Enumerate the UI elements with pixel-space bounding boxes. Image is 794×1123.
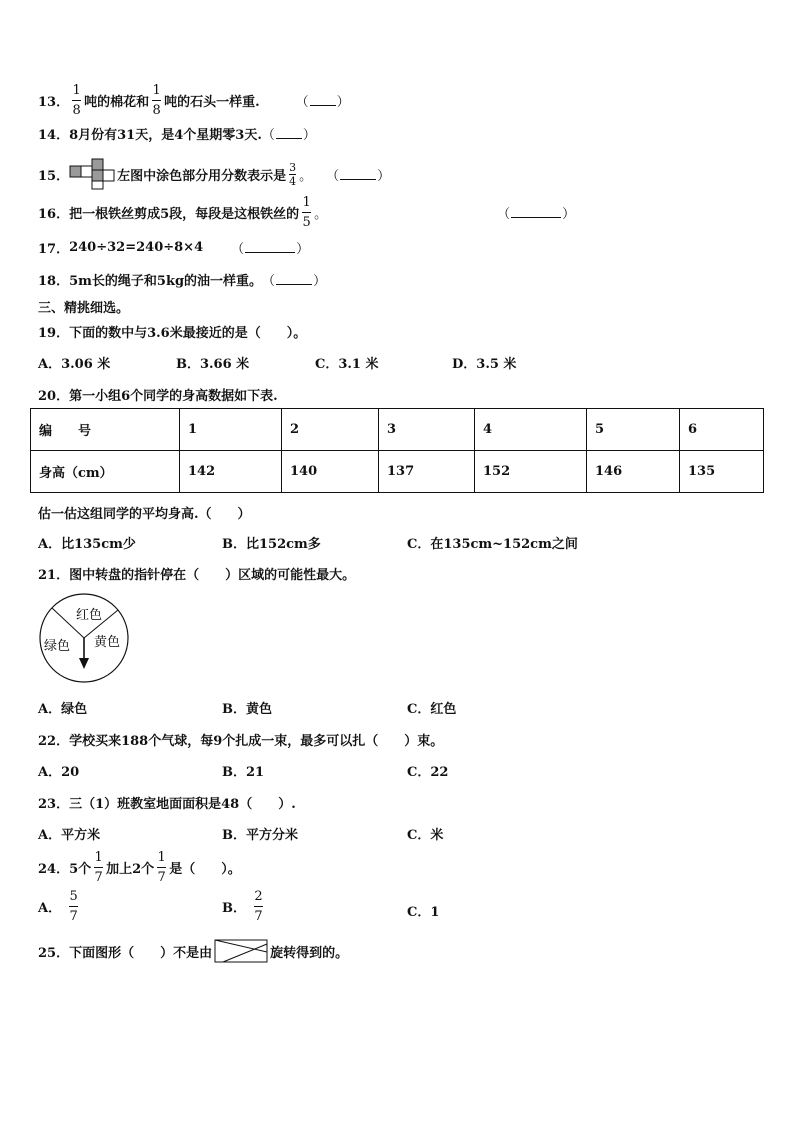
table-cell: 编 号 — [31, 409, 180, 451]
table-cell: 140 — [282, 451, 379, 493]
question-number: 21． — [38, 568, 70, 583]
question-number: 20． — [38, 389, 70, 404]
sector-label-red: 红色 — [76, 608, 103, 623]
option-a[interactable]: A．3.06 米 — [38, 357, 111, 372]
question-number: 24． — [38, 862, 70, 877]
option-a[interactable]: A．20 — [38, 765, 80, 780]
option-b[interactable]: B．平方分米 — [222, 828, 298, 843]
question-number: 15． — [38, 168, 70, 184]
fraction: $\frac{1}{7}$ — [94, 850, 103, 885]
table-cell: 2 — [282, 409, 379, 451]
rotation-shape-figure — [214, 939, 268, 963]
fraction: $\frac{1}{7}$ — [157, 850, 166, 885]
question-number: 19． — [38, 326, 70, 341]
question-23: 23． 三（1）班教室地面面积是48（ ）. — [38, 793, 296, 812]
option-c[interactable]: C．1 — [407, 905, 440, 920]
table-cell: 152 — [475, 451, 587, 493]
fraction: $\frac{1}{8}$ — [72, 83, 81, 118]
question-18: 18． 5m长的绳子和5kg的油一样重。 （ ） — [38, 270, 326, 289]
option-a[interactable]: A．平方米 — [38, 828, 101, 843]
question-20: 20． 第一小组6个同学的身高数据如下表. — [38, 385, 278, 404]
question-number: 13． — [38, 95, 70, 110]
option-b[interactable]: B．3.66 米 — [176, 357, 250, 372]
question-22: 22． 学校买来188个气球，每9个扎成一束，最多可以扎（ ）束。 — [38, 730, 443, 749]
question-14: 14． 8月份有31天，是4个星期零3天. （ ） — [38, 124, 316, 143]
answer-blank[interactable]: （ ） — [497, 207, 576, 222]
option-a[interactable]: A．比135cm少 — [38, 537, 136, 552]
option-c[interactable]: C．米 — [407, 828, 444, 843]
table-cell: 身高（cm） — [31, 451, 180, 493]
option-c[interactable]: C．红色 — [407, 702, 457, 717]
question-15: 15． 左图中涂色部分用分数表示是 $\frac{3}{4}$ 。 （ ） — [38, 158, 390, 190]
table-cell: 1 — [180, 409, 282, 451]
shaded-grid-figure — [69, 158, 115, 190]
sector-label-yellow: 黄色 — [94, 635, 121, 650]
fraction: $\frac{3}{4}$ — [289, 160, 297, 188]
table-cell: 5 — [587, 409, 680, 451]
option-a[interactable]: A． $\frac{5}{7}$ — [38, 889, 78, 924]
question-number: 17． — [38, 242, 70, 257]
question-16: 16． 把一根铁丝剪成5段，每段是这根铁丝的 $\frac{1}{5}$ 。 （ ） — [38, 195, 576, 230]
question-number: 22． — [38, 734, 70, 749]
sector-label-green: 绿色 — [44, 639, 71, 654]
table-row — [31, 409, 764, 451]
question-number: 18． — [38, 274, 70, 289]
question-number: 25． — [38, 945, 70, 961]
fraction: $\frac{1}{8}$ — [152, 83, 161, 118]
question-25: 25． 下面图形（ ）不是由 旋转得到的。 — [38, 939, 348, 963]
spinner-figure — [38, 592, 130, 684]
section-heading: 三、精挑细选。 — [38, 301, 130, 316]
answer-blank[interactable]: （ ） — [326, 168, 391, 184]
table-row — [31, 451, 764, 493]
answer-blank[interactable]: （ ） — [262, 274, 327, 289]
table-cell: 3 — [379, 409, 475, 451]
option-c[interactable]: C．3.1 米 — [315, 357, 379, 372]
answer-blank[interactable]: （ ） — [261, 128, 316, 143]
fraction: $\frac{1}{5}$ — [302, 195, 311, 230]
fraction: $\frac{5}{7}$ — [69, 889, 78, 924]
option-b[interactable]: B．21 — [222, 765, 265, 780]
question-21: 21． 图中转盘的指针停在（ ）区域的可能性最大。 — [38, 564, 355, 583]
question-19: 19． 下面的数中与3.6米最接近的是（ ）。 — [38, 322, 306, 341]
table-cell: 135 — [680, 451, 764, 493]
table-cell: 137 — [379, 451, 475, 493]
fraction: $\frac{2}{7}$ — [254, 889, 263, 924]
table-cell: 142 — [180, 451, 282, 493]
table-cell: 146 — [587, 451, 680, 493]
question-13: 13． $\frac{1}{8}$ 吨的棉花和 $\frac{1}{8}$ 吨的石头一样重. （ ） — [38, 83, 350, 118]
option-a[interactable]: A．绿色 — [38, 702, 88, 717]
answer-blank[interactable]: （ ） — [295, 95, 350, 110]
question-20-subquestion: 估一估这组同学的平均身高.（ ） — [38, 507, 251, 522]
question-17: 17． 240÷32=240÷8×4 （ ） — [38, 240, 310, 257]
option-b[interactable]: B．比152cm多 — [222, 537, 321, 552]
question-24: 24． 5个 $\frac{1}{7}$ 加上2个 $\frac{1}{7}$ 是（ ）。 — [38, 850, 241, 885]
option-b[interactable]: B． $\frac{2}{7}$ — [222, 889, 263, 924]
answer-blank[interactable]: （ ） — [231, 242, 310, 257]
option-d[interactable]: D．3.5 米 — [452, 357, 517, 372]
question-number: 14． — [38, 128, 70, 143]
table-cell: 6 — [680, 409, 764, 451]
option-c[interactable]: C．22 — [407, 765, 449, 780]
height-table — [30, 408, 764, 493]
table-cell: 4 — [475, 409, 587, 451]
question-number: 23． — [38, 797, 70, 812]
question-number: 16． — [38, 207, 70, 222]
option-c[interactable]: C．在135cm~152cm之间 — [407, 537, 578, 552]
option-b[interactable]: B．黄色 — [222, 702, 272, 717]
